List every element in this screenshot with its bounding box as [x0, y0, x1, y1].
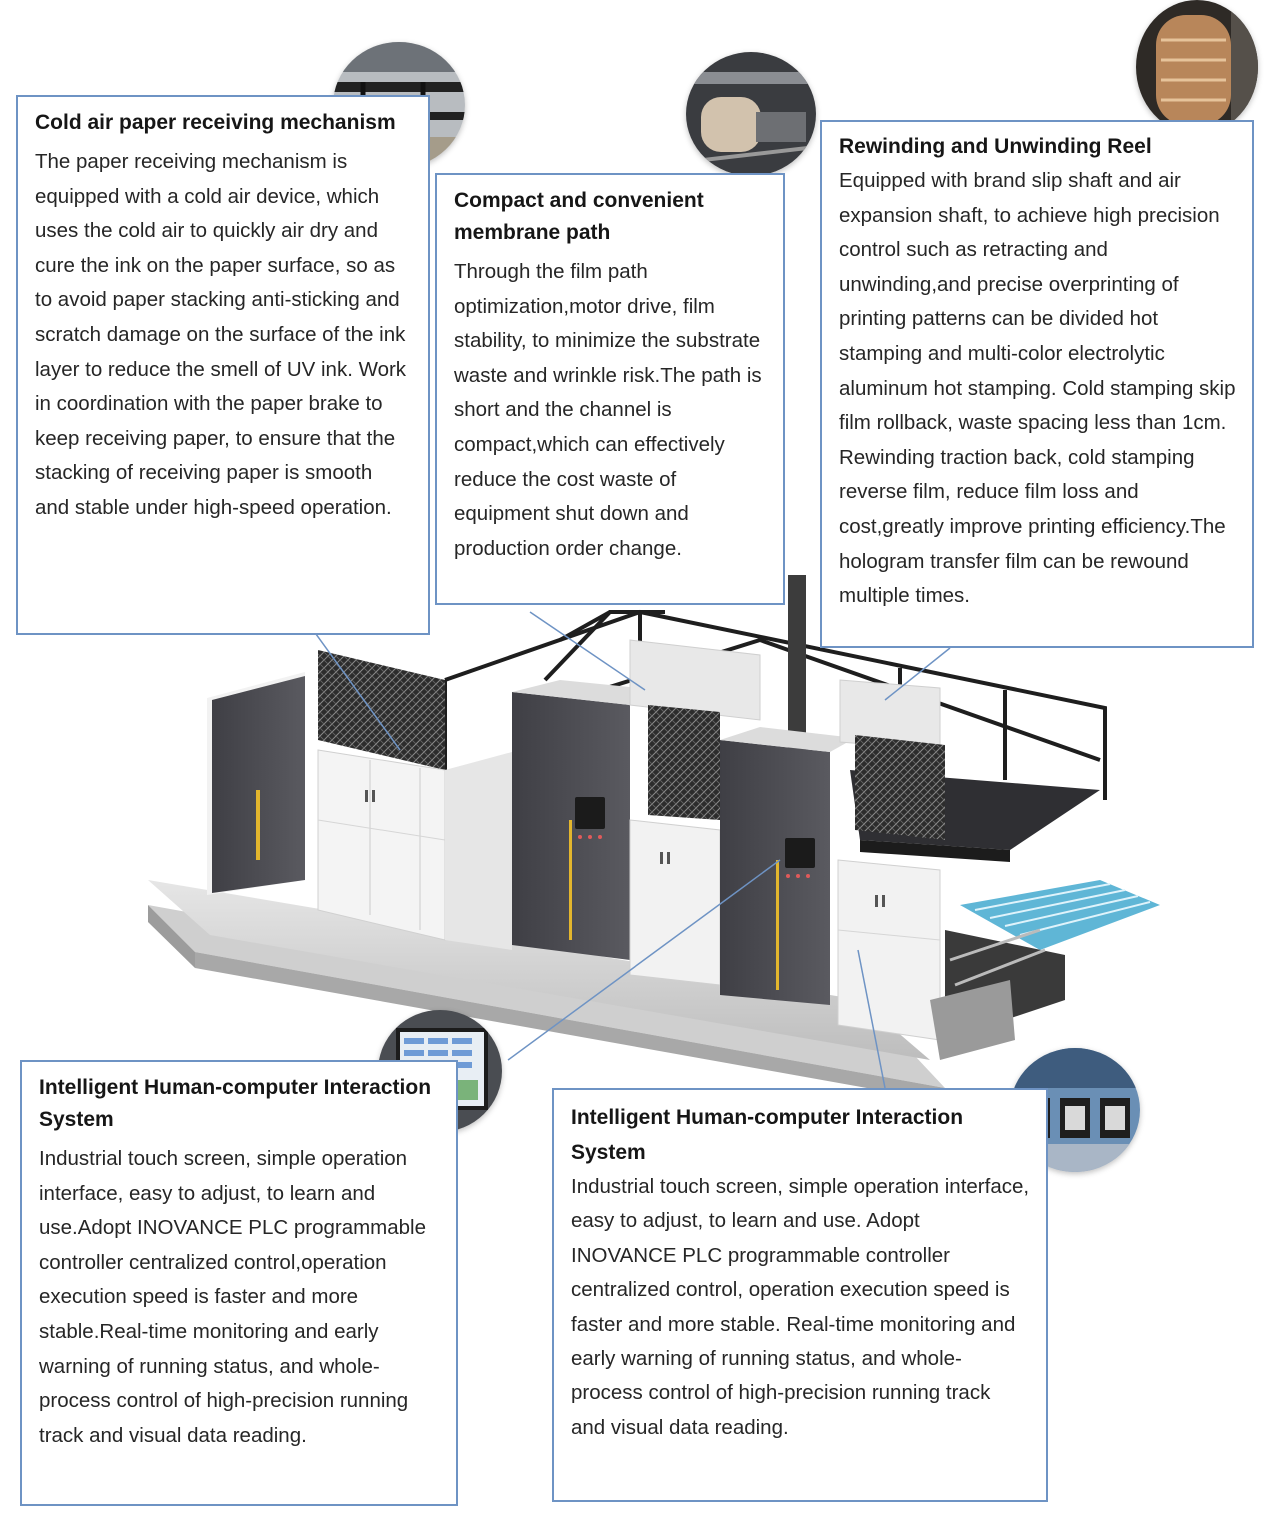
- callout-body: Industrial touch screen, simple operation interface, easy to adjust, to learn and use.Adopt INOVANCE PLC programmable controller centralized control,operation execution speed is faster and more stable.Real-time monitoring and early warning of running status, and whole-process control of high-precision running track and visual data reading.: [39, 1147, 427, 1447]
- callout-body: The paper receiving mechanism is equipped with a cold air device, which uses the cold air to quickly air dry and cure the ink on the paper surface, so as to avoid paper stacking anti-sticking and scratch damage on the surface of the ink layer to reduce the smell of UV ink. Work in coordination with the paper brake to keep receiving paper, to ensure that the stacking of receiving paper is smooth and stable under high-speed operation.: [35, 150, 407, 519]
- callout-hci-system-right: [552, 1088, 1048, 1502]
- feeder-conveyor: [930, 880, 1160, 1060]
- callout-title: Intelligent Human-computer Interaction System: [571, 1106, 964, 1164]
- callout-body: Industrial touch screen, simple operation interface, easy to adjust, to learn and use. Adopt INOVANCE PLC programmable controller centralized control, operation execution speed is faster and more stable. Real-time monitoring and early warning of running status, and whole-process control of high-precision running track and visual data reading.: [571, 1175, 1030, 1439]
- callout-cold-air-paper-receiving: [16, 95, 430, 635]
- rewinding-reel-thumbnail: [1136, 0, 1258, 134]
- callout-rewinding-reel: [820, 120, 1254, 648]
- machine-unit-printing-2: [720, 680, 945, 1040]
- callout-title: Compact and convenient membrane path: [454, 189, 704, 244]
- membrane-detail-thumbnail: [686, 52, 816, 176]
- callout-membrane-path: [435, 173, 785, 605]
- callout-body: Equipped with brand slip shaft and air expansion shaft, to achieve high precision control such as retracting and unwinding,and precise overprinting of printing patterns can be divided hot stamping and multi-color electrolytic aluminum hot stamping. Cold stamping skip film rollback, waste spacing less than 1cm. Rewinding traction back, cold stamping reverse film, reduce film loss and cost,greatly improve printing efficiency.The hologram transfer film can be rewound multiple times.: [839, 169, 1236, 608]
- callout-hci-system-left: [20, 1060, 458, 1506]
- callout-title: Cold air paper receiving mechanism: [35, 111, 396, 134]
- callout-title: Rewinding and Unwinding Reel: [839, 135, 1152, 158]
- callout-title: Intelligent Human-computer Interaction System: [39, 1076, 432, 1131]
- callout-body: Through the film path optimization,motor drive, film stability, to minimize the substrate waste and wrinkle risk.The path is short and the channel is compact,which can effectively reduce the cost waste of equipment shut down and production order change.: [454, 260, 762, 560]
